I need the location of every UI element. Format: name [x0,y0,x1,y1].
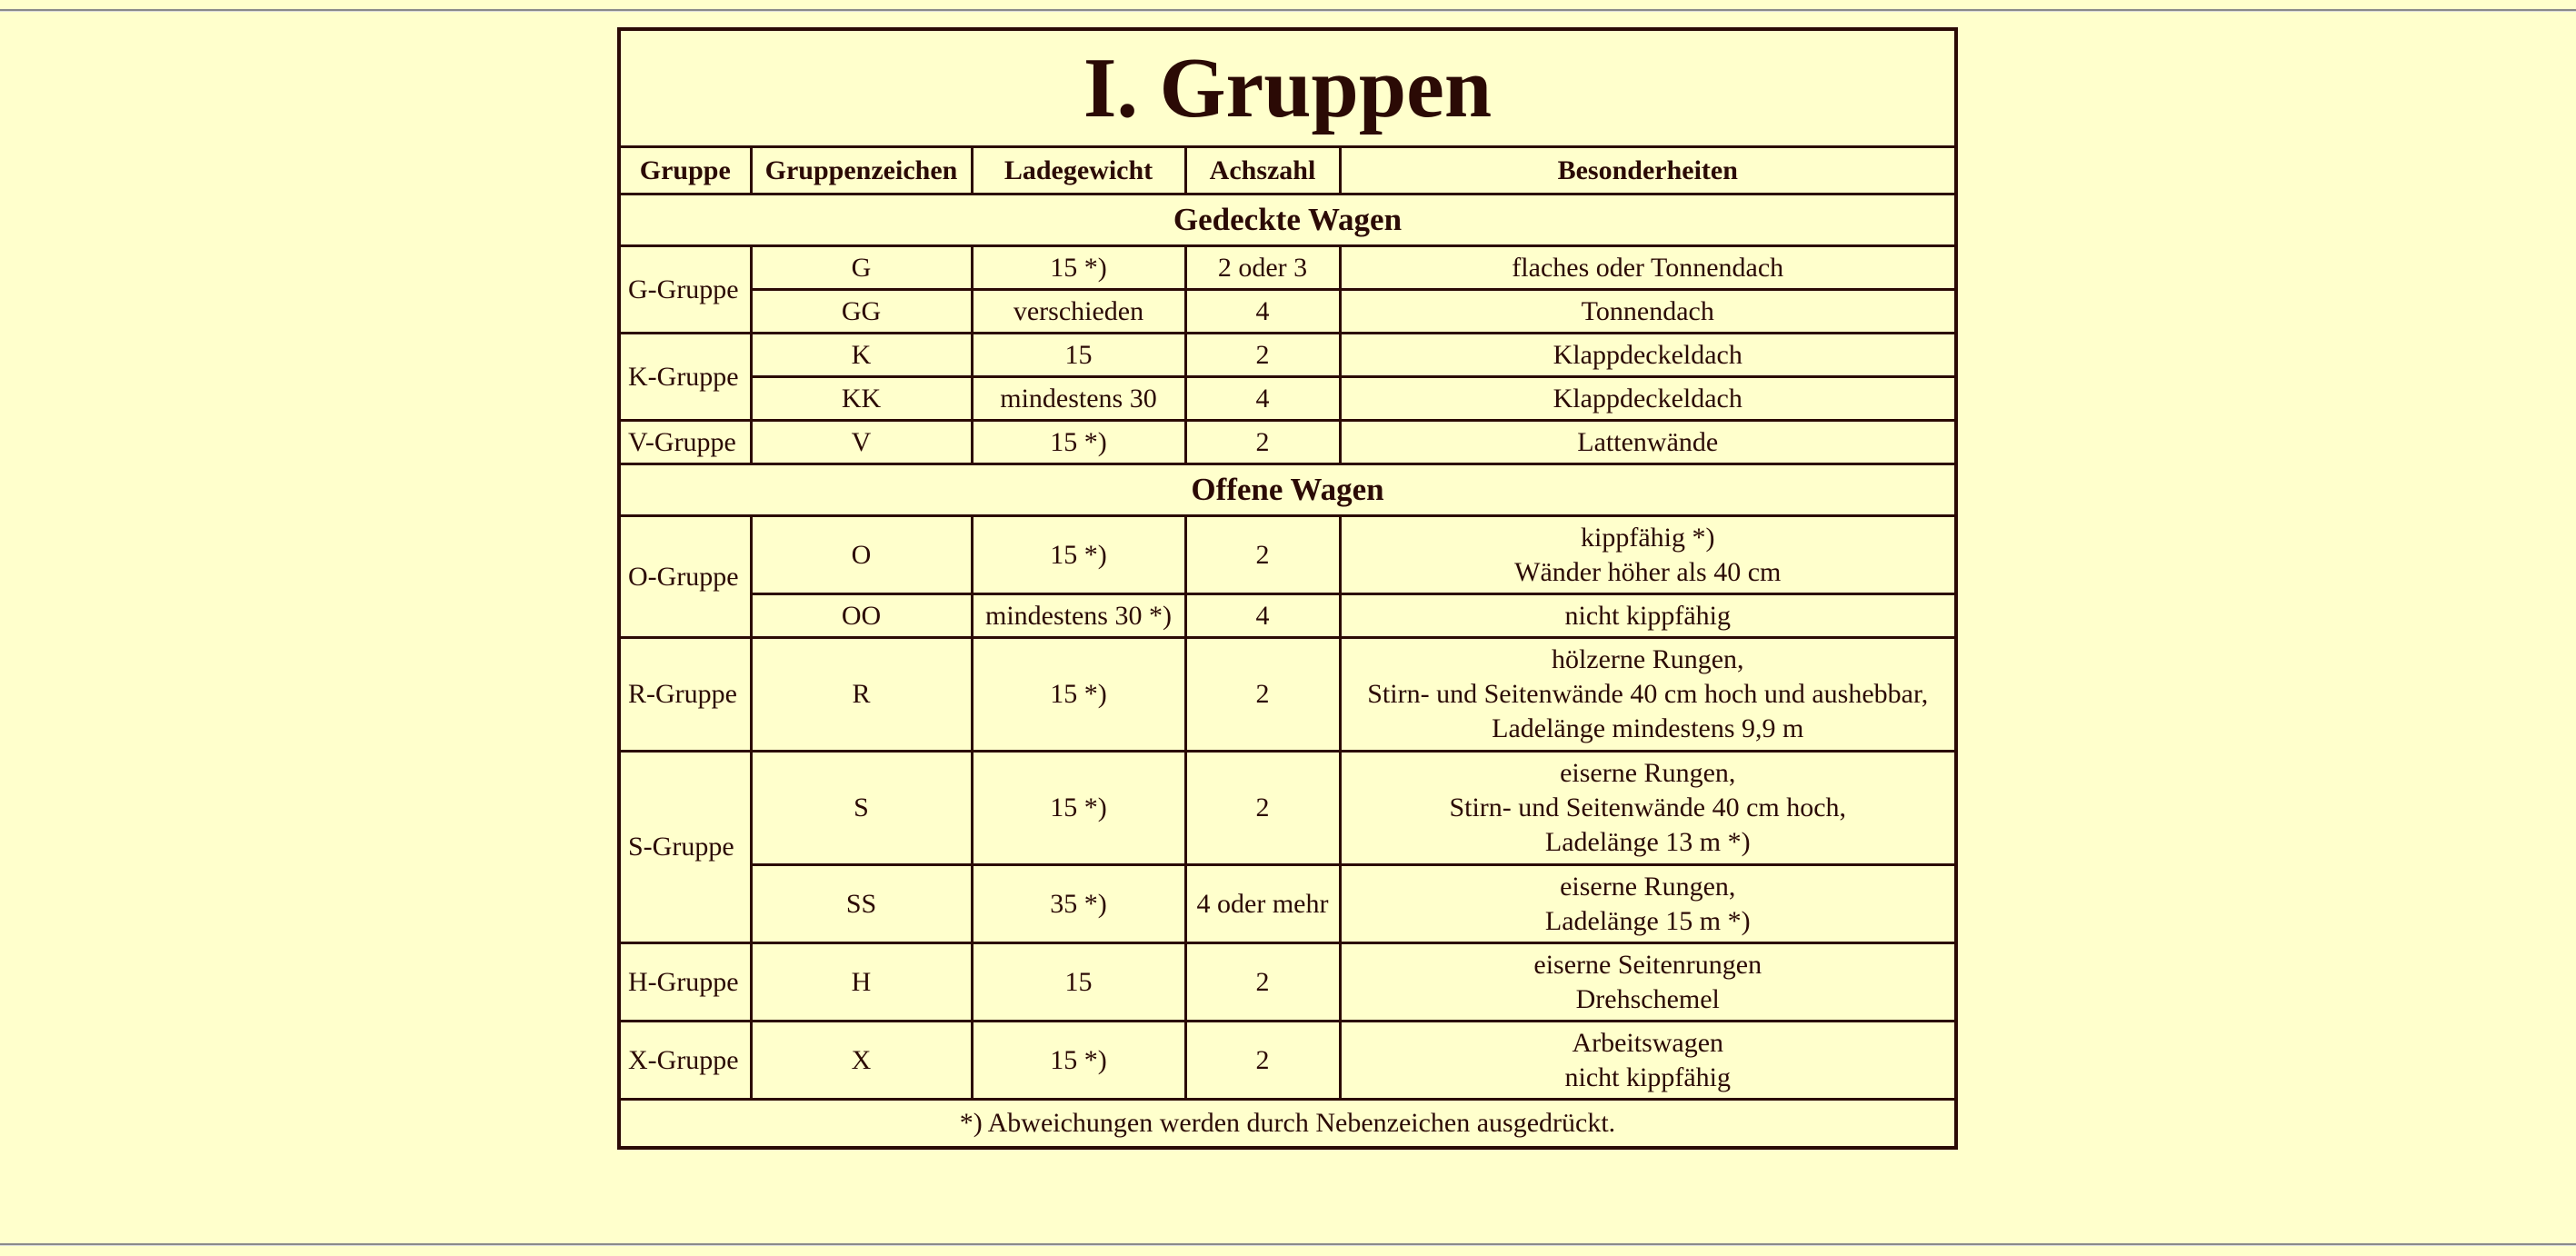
cell-achszahl: 2 [1185,638,1340,752]
table-row [619,594,1956,638]
table-row [619,246,1956,290]
table-row [619,752,1956,865]
group-label: V-Gruppe [619,421,751,464]
cell-ladegewicht: 15 *) [972,638,1185,752]
header-ladegewicht: Ladegewicht [972,147,1185,194]
cell-ladegewicht: 15 *) [972,752,1185,865]
cell-ladegewicht: 15 [972,943,1185,1022]
bottom-rule [0,1243,2576,1246]
footnote: *) Abweichungen werden durch Nebenzeichen ausgedrückt. [619,1100,1956,1149]
cell-achszahl: 4 [1185,594,1340,638]
section-gedeckte-wagen: Gedeckte Wagen [619,194,1956,246]
cell-besonderheiten: nicht kippfähig [1340,594,1956,638]
cell-zeichen: H [751,943,972,1022]
table-row [619,516,1956,594]
wagon-groups-table [617,27,1958,1150]
cell-zeichen: OO [751,594,972,638]
table-row [619,290,1956,334]
cell-achszahl: 4 [1185,377,1340,421]
group-label: X-Gruppe [619,1022,751,1100]
cell-achszahl: 2 [1185,943,1340,1022]
cell-besonderheiten: Klappdeckeldach [1340,334,1956,377]
cell-ladegewicht: 15 *) [972,1022,1185,1100]
table-row [619,943,1956,1022]
cell-zeichen: GG [751,290,972,334]
cell-besonderheiten: eiserne Rungen, Stirn- und Seitenwände 40 cm hoch, Ladelänge 13 m *) [1340,752,1956,865]
cell-besonderheiten: eiserne Seitenrungen Drehschemel [1340,943,1956,1022]
cell-ladegewicht: 15 *) [972,246,1185,290]
cell-achszahl: 2 oder 3 [1185,246,1340,290]
cell-zeichen: S [751,752,972,865]
cell-achszahl: 2 [1185,421,1340,464]
table-row [619,334,1956,377]
cell-achszahl: 4 oder mehr [1185,865,1340,943]
group-label: H-Gruppe [619,943,751,1022]
header-gruppenzeichen: Gruppenzeichen [751,147,972,194]
cell-zeichen: V [751,421,972,464]
table-row [619,377,1956,421]
group-label: R-Gruppe [619,638,751,752]
group-label: G-Gruppe [619,246,751,334]
cell-achszahl: 2 [1185,752,1340,865]
group-label: K-Gruppe [619,334,751,421]
cell-achszahl: 2 [1185,1022,1340,1100]
group-label: O-Gruppe [619,516,751,638]
cell-besonderheiten: hölzerne Rungen, Stirn- und Seitenwände 40 cm hoch und aushebbar, Ladelänge mindestens 9,9 m [1340,638,1956,752]
header-row [619,147,1956,194]
cell-zeichen: SS [751,865,972,943]
cell-besonderheiten: Klappdeckeldach [1340,377,1956,421]
cell-ladegewicht: verschieden [972,290,1185,334]
table-row [619,1022,1956,1100]
cell-zeichen: X [751,1022,972,1100]
header-achszahl: Achszahl [1185,147,1340,194]
cell-besonderheiten: Lattenwände [1340,421,1956,464]
cell-achszahl: 2 [1185,516,1340,594]
cell-zeichen: G [751,246,972,290]
table-row [619,865,1956,943]
header-gruppe: Gruppe [619,147,751,194]
cell-ladegewicht: 15 *) [972,516,1185,594]
cell-achszahl: 4 [1185,290,1340,334]
header-besonderheiten: Besonderheiten [1340,147,1956,194]
section-offene-wagen: Offene Wagen [619,464,1956,516]
cell-achszahl: 2 [1185,334,1340,377]
table-row [619,638,1956,752]
cell-zeichen: K [751,334,972,377]
cell-besonderheiten: Tonnendach [1340,290,1956,334]
cell-zeichen: O [751,516,972,594]
cell-ladegewicht: mindestens 30 *) [972,594,1185,638]
cell-ladegewicht: 15 [972,334,1185,377]
cell-ladegewicht: mindestens 30 [972,377,1185,421]
page-title: I. Gruppen [619,29,1956,147]
cell-zeichen: KK [751,377,972,421]
top-rule [0,9,2576,12]
cell-besonderheiten: flaches oder Tonnendach [1340,246,1956,290]
cell-besonderheiten: kippfähig *) Wänder höher als 40 cm [1340,516,1956,594]
cell-besonderheiten: eiserne Rungen, Ladelänge 15 m *) [1340,865,1956,943]
table-row [619,421,1956,464]
group-label: S-Gruppe [619,752,751,943]
cell-besonderheiten: Arbeitswagen nicht kippfähig [1340,1022,1956,1100]
cell-ladegewicht: 35 *) [972,865,1185,943]
cell-zeichen: R [751,638,972,752]
cell-ladegewicht: 15 *) [972,421,1185,464]
